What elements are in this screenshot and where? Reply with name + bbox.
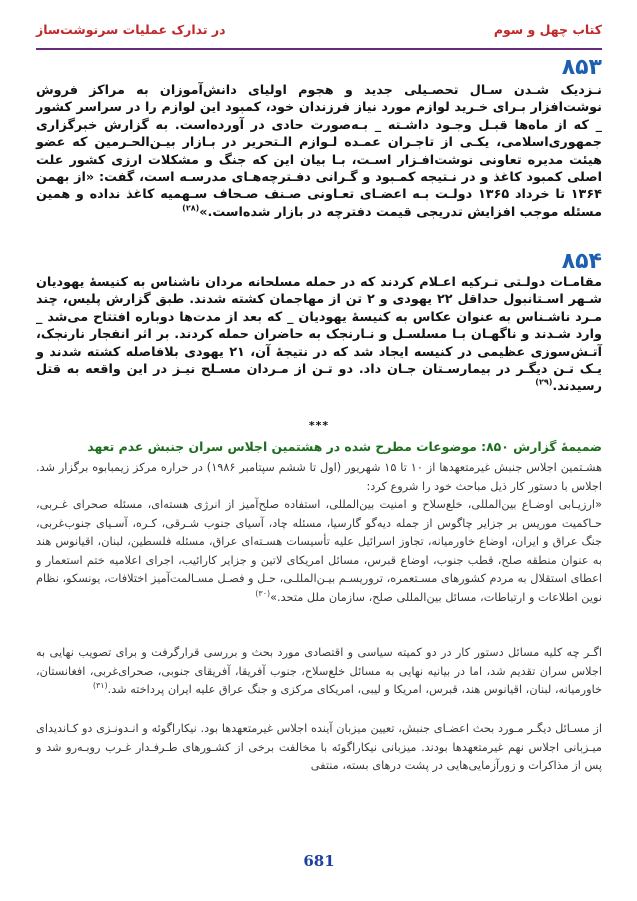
entry-text bbox=[36, 274, 602, 396]
entry-body: نـزدیک شـدن سـال تحصـیلی جدید و هجوم اولیای دانش‌آموزان به مراکز فروش نوشت‌افزار بـرای خـرید لوازم مورد نیاز فرزندان خود، کمبود این لوازم را در سراسر کشور _ که از ماه‌ها قبـل وجـود داشـته _ بـه‌صورت حادی در آورده‌است. به گزارش خبرگزاری جمهوری‌اسلامی، یکـی از تاجـران عمـده لـوازم الـتحریر در بـازار بیـن‌الحـرمین که عضو هیئت مدیره تعاونی نوشت‌افـزار اسـت، بـا بیان این که جنگ و مشکلات ارزی کشور علت اصلی کمبود کاغذ و در نـتیجه کمـبود و گـرانی دفـترچه‌هـای مدرسـه است، گفت: «از بهمن ۱۳۶۴ تا خرداد ۱۳۶۵ دولـت بـه اعضـای تعـاونی صـنف صـحاف سـهمیه کاغذ نداده و همین مسئله موجب افزایش تدریجی قیمت دفترچه در بازار شده‌است.» bbox=[36, 83, 602, 220]
book-page bbox=[36, 18, 602, 888]
entry-number: ۸۵۳ bbox=[561, 55, 602, 80]
appendix-paragraph: هشـتمین اجلاس جنبش غیرمتعهدها از ۱۰ تا ۱۵ شهریور (اول تا ششم سپتامبر ۱۹۸۶) در حراره مرکز زیمبابوه برگزار شد. اجلاس با دستور کار ذیل مباحث خود را شروع کرد: bbox=[36, 461, 602, 493]
appendix-paragraph: از مسـائل دیگـر مـورد بحث اعضـای جنبش، تعیین میزبان آینده اجلاس غیرمتعهدها بود. نیکاراگوئه و انـدونـزی دو کـاندیدای میـزبانی اجلاس نهم غیرمتعهدها بودند. میزبانی نیکاراگوئه با مخالفت برخی از کشـورهای طـرفـدار غـرب روبـه‌رو شد و پس از مذاکرات و زورآزمایی‌هایی در پشت درهای بسته، منتفی bbox=[36, 722, 602, 773]
appendix-title: ضمیمهٔ گزارش ۸۵۰: موضوعات مطرح شده در هشتمین اجلاس سران جنبش عدم تعهد bbox=[87, 439, 602, 454]
entry-number: ۸۵۴ bbox=[561, 249, 602, 274]
footnote-marker: (۲۹) bbox=[535, 378, 553, 388]
entry-body: مقامـات دولـتی تـرکیه اعـلام کردند که در حمله مسلحانه مردان ناشناس به کنیسهٔ یهودیان شـهر اسـتانبول حداقل ۲۲ یهودی و ۲ تن از مهاجمان کشته شدند. طبق گزارش پلیس، چند مـرد ناشـناس به عنوان عکاس به کنیسهٔ یهودیان _ که بعد از مدت‌ها دوباره افتتاح می‌شد _ وارد شـدند و ناگهـان بـا مسلسـل و نـارنجک به حاضران حمله کردند. بر اثر انفجار نارنجک، آتـش‌سوزی عظیمی در کنیسه ایجاد شد که در نتیجهٔ آن، ۲۱ یهودی بلافاصله کشته شدند و یـک تـن دیگـر در بیمارسـتان جـان داد. دو تـن از مـردان مسـلح نیـز در این واقعه به قتل رسیدند. bbox=[36, 275, 602, 395]
footnote-marker: (۲۸) bbox=[182, 203, 200, 213]
book-title: کتاب چهل و سوم bbox=[493, 21, 602, 37]
appendix-paragraph bbox=[36, 496, 602, 608]
section-separator: *** bbox=[308, 419, 330, 432]
footnote-marker: (۳۰) bbox=[255, 589, 271, 599]
page-number: 681 bbox=[303, 852, 335, 870]
running-header bbox=[36, 18, 602, 40]
appendix-body: «ارزیـابی اوضـاع بین‌المللی، خلع‌سلاح و امنیت بین‌المللی، استفاده صلح‌آمیز از انرژی هسته‌ای، مسئله صحرای غـربی، حـاکمیت موریس بر جزایر چاگوس از جمله دیه‌گو گارسیا، مسئله چاد، آسیای جنوب شـرقی، کـره، آسـیای جنوب‌غربی، جنگ عراق و ایران، اوضاع خاورمیانه، تجاوز اسرائیل علیه تأسیسات هسـته‌ای عراق، مسئله فلسطین، لبنان، اقیانوس هند به عنوان منطقه صلح، قطب جنوب، اوضاع قبرس، مسائل امریکای لاتین و جزایر کارائیب، اجرای اعلامیه ختم استعمار و اعطای استقلال به مردم کشورهای مسـتعمره، تروریسـم بیـن‌المللـی، حـل و فصـل مسـالمت‌آمیز اختلافات، یونسکو، نظام نوین اطلاعات و ارتباطات، مسائل بین‌المللی صلح، سازمان ملل متحد.» bbox=[36, 498, 602, 604]
footnote-marker: (۳۱) bbox=[92, 681, 108, 691]
entry-text bbox=[36, 82, 602, 221]
appendix-body: اگـر چه کلیه مسائل دستور کار در دو کمیته سیاسی و اقتصادی مورد بحث و بررسی قرارگرفت و برای تصویب نهایی به اجلاس سران تقدیم شد، اما در بیانیه نهایی به مسائل خلع‌سلاح، جنوب آفریقا، آفریقای جنوبی، صحرای‌غربی، افغانستان، خاورمیانه، لبنان، اقیانوس هند، قبرس، امریکا و لیبی، امریکای مرکزی و جنگ عراق علیه ایران پرداخته شد. bbox=[36, 646, 602, 697]
chapter-title: در تدارک عملیات سرنوشت‌ساز bbox=[36, 21, 226, 37]
appendix-paragraph bbox=[36, 644, 602, 700]
header-rule bbox=[36, 48, 602, 50]
